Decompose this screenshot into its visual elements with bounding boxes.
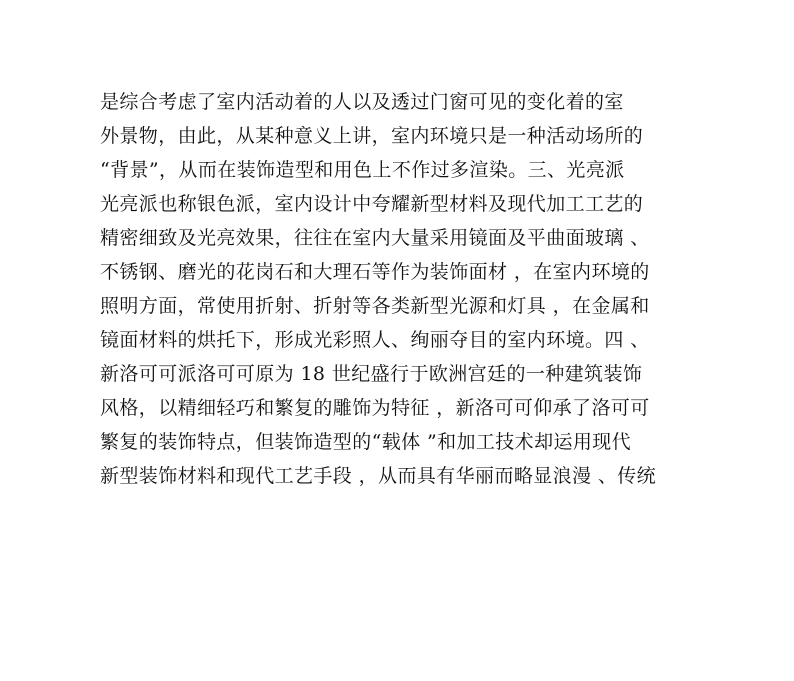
text-line: 光亮派也称银色派，室内设计中夸耀新型材料及现代加工工艺的 [100, 193, 644, 215]
text-line: 照明方面，常使用折射、折射等各类新型光源和灯具 ，在金属和 [100, 295, 650, 317]
text-line: 外景物，由此，从某种意义上讲，室内环境只是一种活动场所的 [100, 125, 644, 147]
text-line: 新型装饰材料和现代工艺手段 ，从而具有华丽而略显浪漫 、传统 [100, 465, 657, 487]
text-line: 风格，以精细轻巧和繁复的雕饰为特征 ，新洛可可仰承了洛可可 [100, 397, 650, 419]
text-line: 不锈钢、磨光的花岗石和大理石等作为装饰面材 ，在室内环境的 [100, 261, 650, 283]
text-line: 精密细致及光亮效果，往往在室内大量采用镜面及平曲面玻璃 、 [100, 227, 650, 249]
text-line: 繁复的装饰特点，但装饰造型的“载体 ”和加工技术却运用现代 [100, 431, 632, 453]
text-line: “背景”，从而在装饰造型和用色上不作过多渲染。三、光亮派 [100, 159, 625, 181]
text-line: 镜面材料的烘托下，形成光彩照人、绚丽夺目的室内环境。四 、 [100, 329, 650, 351]
text-line: 是综合考虑了室内活动着的人以及透过门窗可见的变化着的室 [100, 91, 624, 113]
text-line: 新洛可可派洛可可原为 18 世纪盛行于欧洲宫廷的一种建筑装饰 [100, 363, 643, 385]
